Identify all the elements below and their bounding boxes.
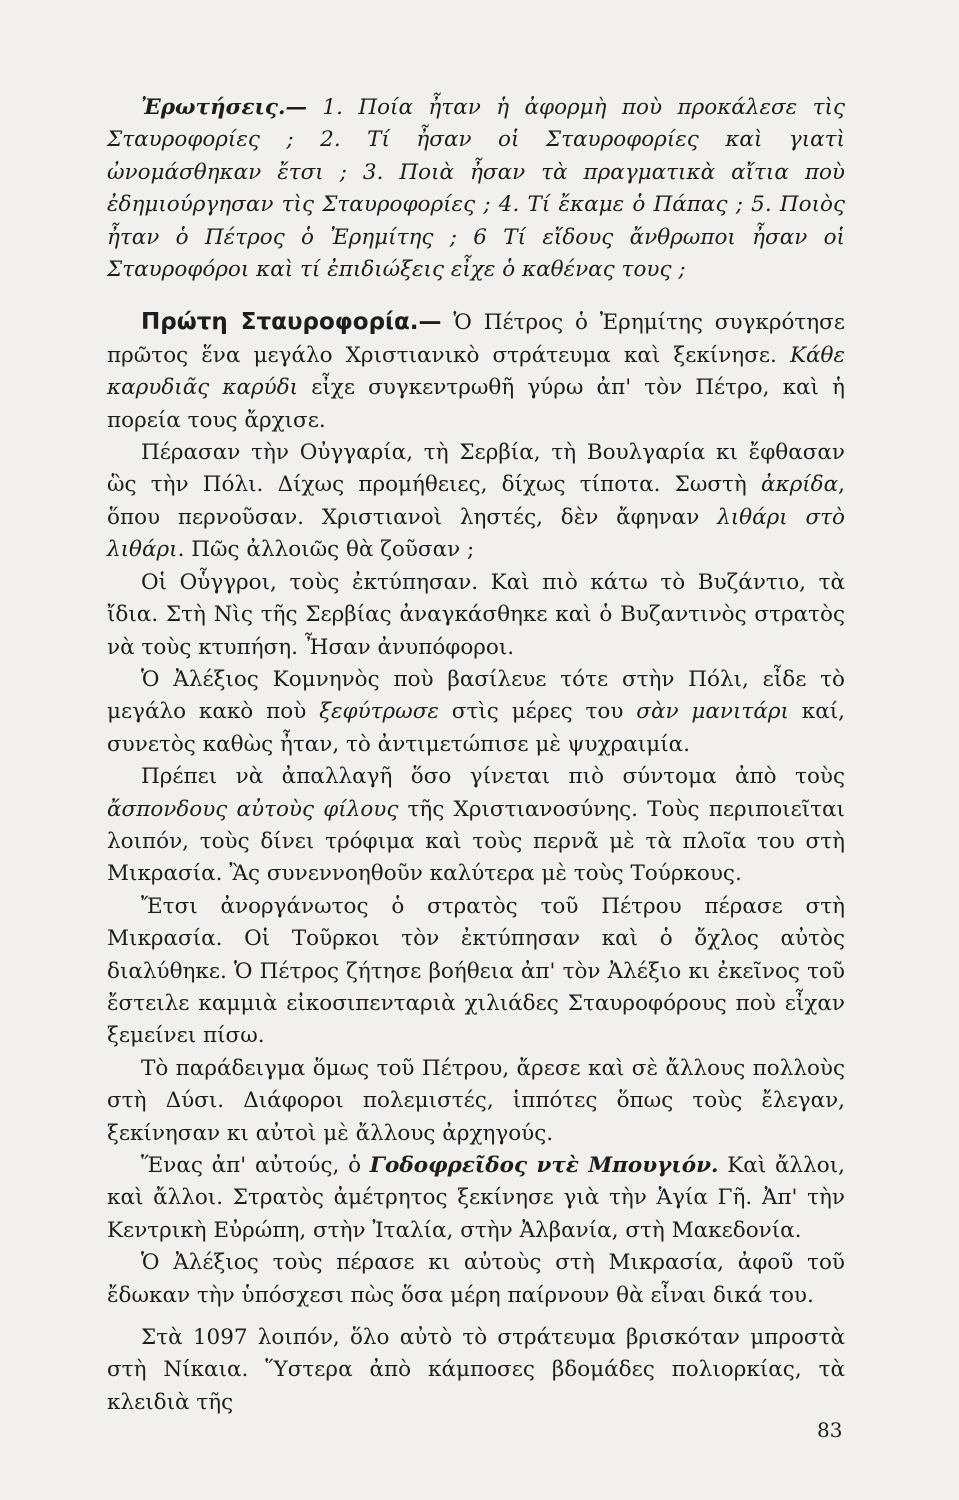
paragraph-3: Οἱ Οὗγγροι, τοὺς ἐκτύπησαν. Καὶ πιὸ κάτω τὸ Βυζάντιο, τὰ ἴδια. Στὴ Νὶς τῆς Σερβίας ἀναγκάσθηκε καὶ ὁ Βυζαντινὸς στρατὸς νὰ τοὺς κτυπήση. Ἦσαν ἀνυπόφοροι. bbox=[107, 569, 845, 660]
text-run: , ὅπου περνοῦσαν. Χριστιανοὶ ληστές, δὲν ἄφηναν bbox=[107, 472, 845, 530]
text-run: Ὁ Ἀλέξιος Κομνηνὸς ποὺ βασίλευε τότε στὴν Πόλι, εἶδε τὸ μεγάλο κακὸ ποὺ bbox=[107, 666, 845, 725]
text-run: εἶχε συγκεντρωθῆ γύρω ἀπ' τὸν Πέτρο, καὶ ἡ πορεία τους ἄρχισε. bbox=[107, 375, 845, 433]
section-title: Πρώτη Σταυροφορία.— bbox=[141, 309, 442, 336]
text-run: καί, συνετὸς καθὼς ἦταν, τὸ ἀντιμετώπισε μὲ ψυχραιμία. bbox=[107, 699, 845, 757]
text-run: τῆς Χριστιανοσύνης. Τοὺς περιποιεῖται λοιπόν, τοὺς δίνει τρόφιμα καὶ τοὺς περνᾶ μὲ τὰ πλοῖα του στὴ Μικρασία. Ἂς συνεννοηθοῦν καλύτερα μὲ τοὺς Τούρκους. bbox=[107, 796, 845, 887]
paragraph-6: Ἔτσι ἀνοργάνωτος ὁ στρατὸς τοῦ Πέτρου πέρασε στὴ Μικρασία. Οἱ Τοῦρκοι τὸν ἐκτύπησαν καὶ ὁ ὄχλος αὐτὸς διαλύθηκε. Ὁ Πέτρος ζήτησε βοήθεια ἀπ' τὸν Ἀλέξιο κι ἐκεῖνος τοῦ ἔστειλε καμμιὰ εἰκοσιπενταριὰ χιλιάδες Σταυροφόρους ποὺ εἶχαν ξεμείνει πίσω. bbox=[107, 893, 845, 1049]
text-run: στὶς μέρες του bbox=[438, 699, 637, 725]
questions-heading: Ἐρωτήσεις.— bbox=[141, 95, 307, 120]
text-run: Καὶ ἄλλοι, καὶ ἄλλοι. Στρατὸς ἀμέτρητος ξεκίνησε γιὰ τὴν Ἁγία Γῆ. Ἀπ' τὴν Κεντρικὴ Εὐρώπη, στὴν Ἰταλία, στὴν Ἀλβανία, στὴ Μακεδονία. bbox=[107, 1153, 845, 1243]
italic-run: ἀκρίδα bbox=[761, 472, 839, 498]
paragraph-2 bbox=[107, 437, 845, 567]
text-run: . Πῶς ἀλλοιῶς θὰ ζοῦσαν ; bbox=[177, 537, 475, 563]
text-run: Ὁ Πέτρος ὁ Ἐρημίτης συγκρότησε πρῶτος ἕνα μεγάλο Χριστιανικὸ στράτευμα καὶ ξεκίνησε. bbox=[107, 310, 845, 368]
paragraph-9: Ὁ Ἀλέξιος τοὺς πέρασε κι αὐτοὺς στὴ Μικρασία, ἀφοῦ τοῦ ἔδωκαν τὴν ὑπόσχεσι πὼς ὅσα μέρη παίρνουν θὰ εἶναι δικά του. bbox=[107, 1250, 845, 1308]
italic-run: λιθάρι στὸ λιθάρι bbox=[107, 504, 845, 563]
italic-run: Κάθε καρυδιᾶς καρύδι bbox=[107, 342, 845, 401]
text-run: Πέρασαν τὴν Οὐγγαρία, τὴ Σερβία, τὴ Βουλγαρία κι ἔφθασαν ὣς τὴν Πόλι. Δίχως προμήθειες, δίχως τίποτα. Σωστὴ bbox=[107, 440, 845, 498]
italic-run: ξεφύτρωσε bbox=[319, 699, 439, 725]
italic-run: σὰν μανιτάρι bbox=[636, 699, 789, 725]
text-run: Ἕνας ἀπ' αὐτούς, ὁ bbox=[141, 1153, 370, 1178]
paragraph-7: Τὸ παράδειγμα ὅμως τοῦ Πέτρου, ἄρεσε καὶ σὲ ἄλλους πολλοὺς στὴ Δύσι. Διάφοροι πολεμιστές, ἱππότες ὅπως τοὺς ἔλεγαν, ξεκίνησαν κι αὐτοὶ μὲ ἄλλους ἀρχηγούς. bbox=[107, 1055, 845, 1146]
italic-run: ἄσπονδους αὐτοὺς φίλους bbox=[107, 796, 399, 822]
paragraph-10: Στὰ 1097 λοιπόν, ὅλο αὐτὸ τὸ στράτευμα βρισκόταν μπροστὰ στὴ Νίκαια. Ὕστερα ἀπὸ κάμποσες βδομάδες πολιορκίας, τὰ κλειδιὰ τῆς bbox=[107, 1325, 845, 1415]
questions-paragraph bbox=[107, 92, 845, 286]
text-run: Πρέπει νὰ ἀπαλλαγῆ ὅσο γίνεται πιὸ σύντομα ἀπὸ τοὺς bbox=[141, 764, 845, 790]
paragraph-5 bbox=[107, 761, 845, 891]
text-block bbox=[107, 92, 845, 1419]
questions-text: 1. Ποία ἦταν ἡ ἀφορμὴ ποὺ προκάλεσε τὶς Σταυροφορίες ; 2. Τί ἦσαν οἱ Σταυροφορίες καὶ γιατὶ ὠνομάσθηκαν ἔτσι ; 3. Ποιὰ ἦσαν τὰ πραγματικὰ αἴτια ποὺ ἐδημιούργησαν τὶς Σταυροφορίες ; 4. Τί ἔκαμε ὁ Πάπας ; 5. Ποιὸς ἦταν ὁ Πέτρος ὁ Ἐρημίτης ; 6 Τί εἴδους ἄνθρωποι ἦσαν οἱ Σταυροφόροι καὶ τί ἐπιδιώξεις εἶχε ὁ καθένας τους ; bbox=[107, 95, 845, 283]
paragraph-1 bbox=[107, 306, 845, 437]
paragraph-8 bbox=[107, 1150, 845, 1247]
paragraph-4 bbox=[107, 664, 845, 761]
bold-italic-run: Γοδοφρεῖδος ντὲ Μπουγιόν. bbox=[369, 1153, 719, 1178]
page-number: 83 bbox=[817, 1418, 843, 1442]
